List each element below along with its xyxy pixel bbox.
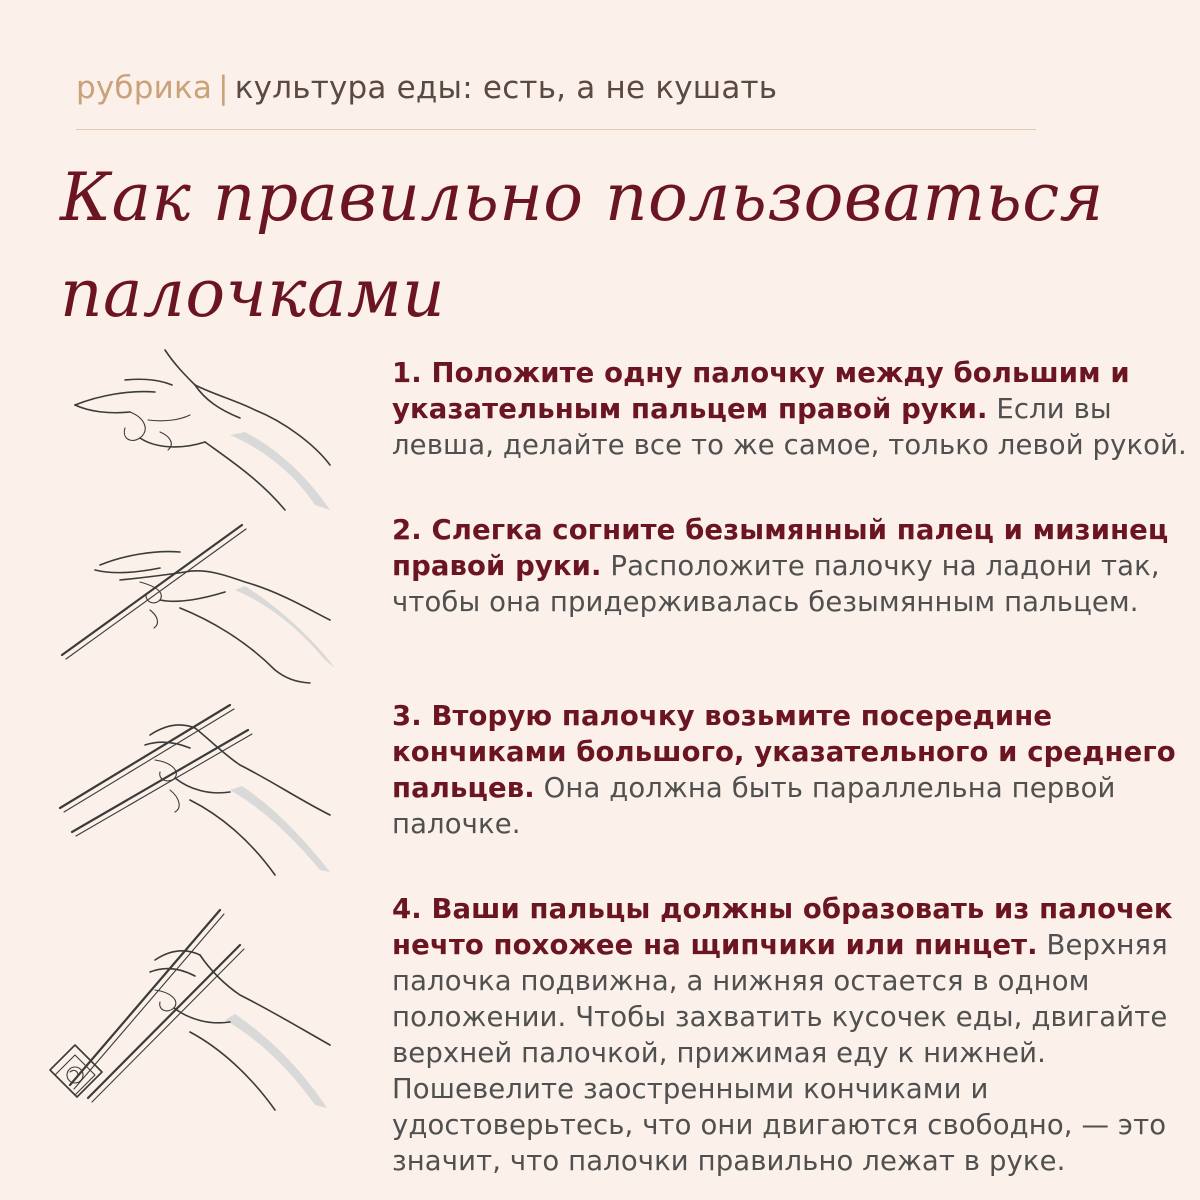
step-3-heading: 3. Вторую палочку возьмите посередине кончиками большого, указательного и среднего пальцев. [392,700,1176,804]
rubric-label: рубрика [76,70,213,106]
step-4 [392,891,1192,1179]
hand-pinching-roll-icon [30,900,360,1120]
step-3 [392,698,1192,842]
step-1-text: Если вы левша, делайте все то же самое, только левой рукой. [392,393,1187,461]
step-1-heading: 1. Положите одну палочку между большим и указательным пальцем правой руки. [392,357,1130,425]
page-title [60,150,1104,342]
step-2-heading: 2. Слегка согните безымянный палец и мизинец правой руки. [392,514,1169,582]
hand-open-icon [30,340,360,520]
page-title-line-1: Как правильно пользоваться [60,159,1104,236]
step-4-text: Верхняя палочка подвижна, а нижняя остается в одном положении. Чтобы захватить кусочек еды, двигайте верхней палочкой, прижимая еду к нижней. Пошевелите заостренными кончиками и удостоверьтесь, что они двигаются свободно, — это значит, что палочки правильно лежат в руке. [392,929,1168,1177]
step-2 [392,512,1192,620]
header-divider [76,129,1036,130]
rubric-title: культура еды: есть, а не кушать [234,70,778,106]
step-4-heading: 4. Ваши пальцы должны образовать из палочек нечто похожее на щипчики или пинцет. [392,893,1173,961]
page-title-line-2: палочками [60,255,446,332]
step-1 [392,355,1192,463]
rubric-header [76,70,1036,106]
step-2-text: Расположите палочку на ладони так, чтобы она придерживалась безымянным пальцем. [392,550,1160,618]
hand-two-chopsticks-icon [30,700,360,880]
step-3-text: Она должна быть параллельна первой палочке. [392,772,1116,840]
rubric-separator: | [218,70,229,106]
hand-one-chopstick-icon [30,520,360,685]
